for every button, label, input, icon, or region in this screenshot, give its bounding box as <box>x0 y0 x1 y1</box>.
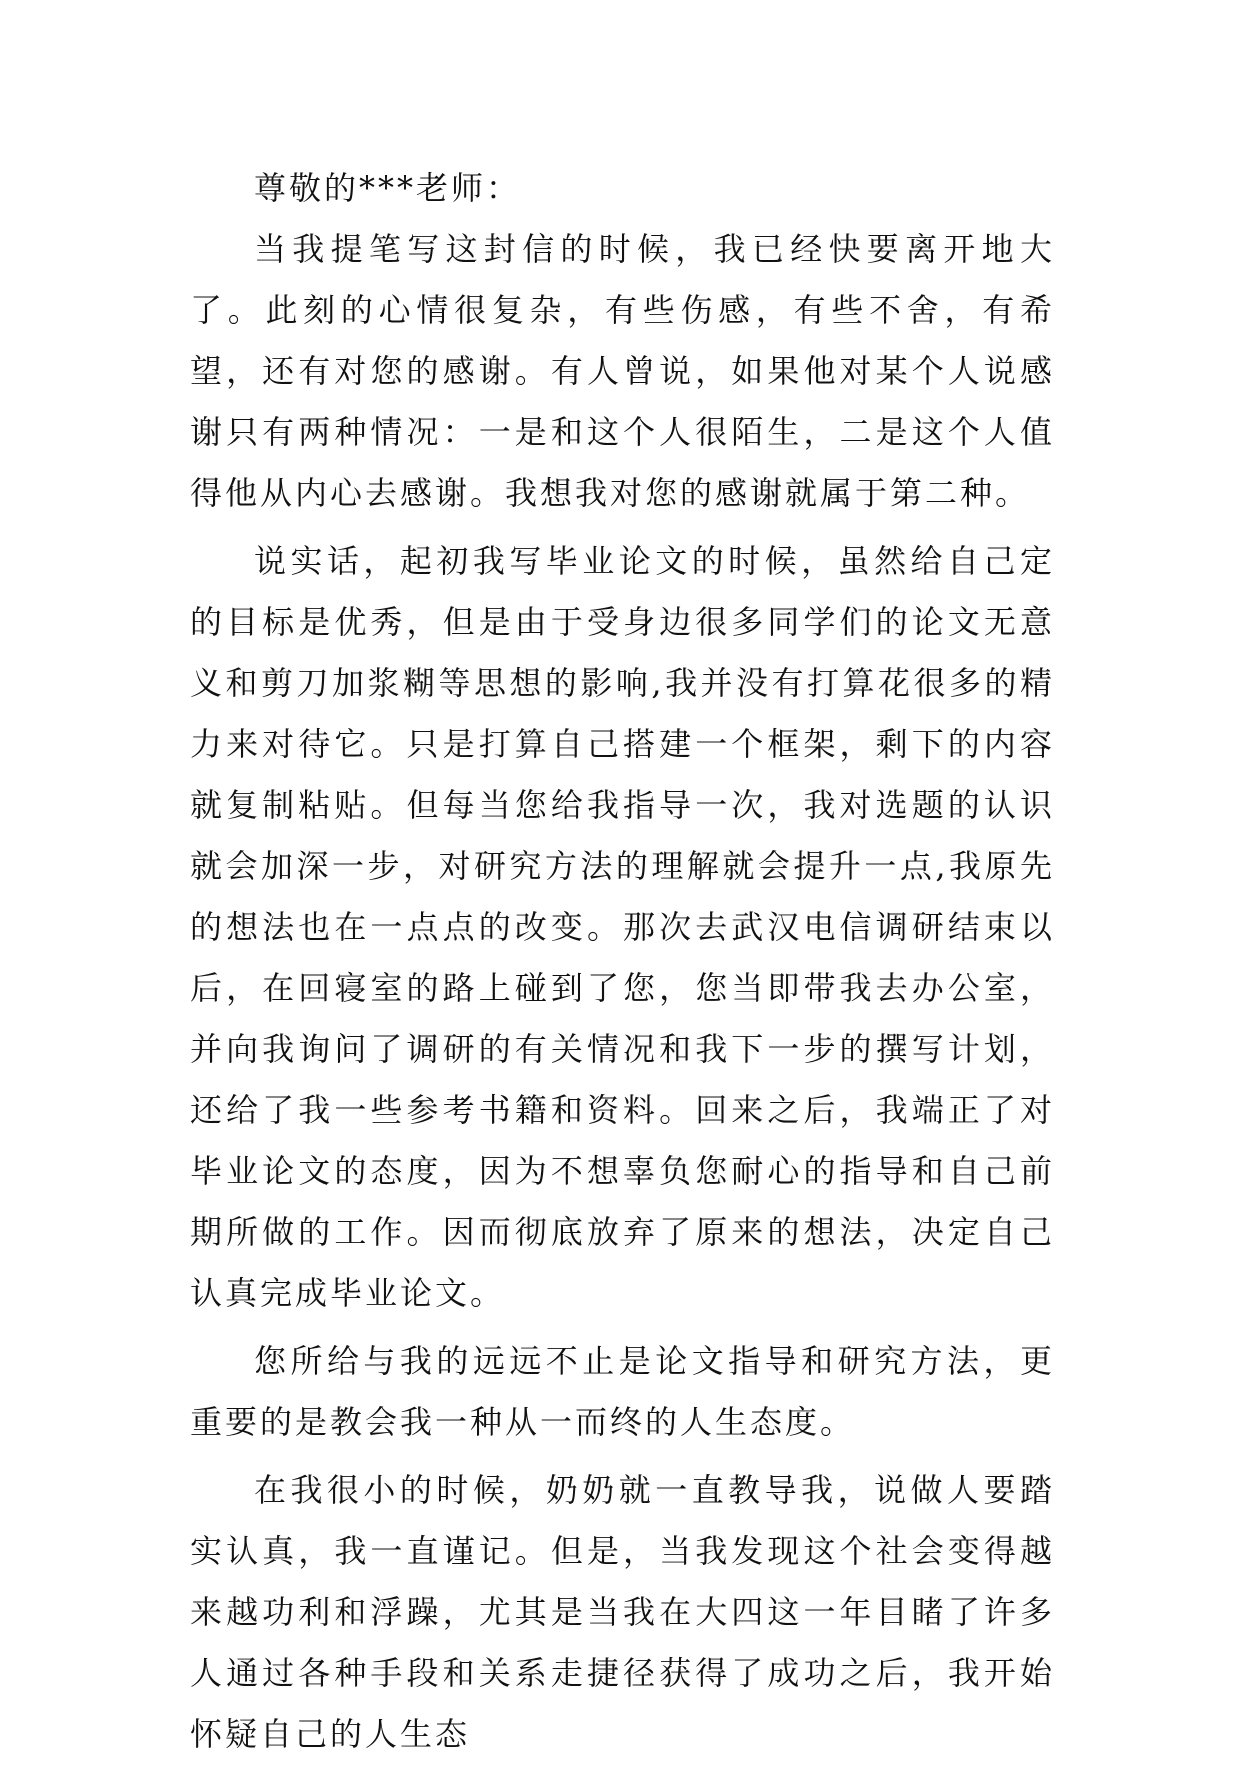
paragraph-1: 当我提笔写这封信的时候，我已经快要离开地大了。此刻的心情很复杂，有些伤感，有些不舍，有希望，还有对您的感谢。有人曾说，如果他对某个人说感谢只有两种情况：一是和这个人很陌生，二是这个人值得他从内心去感谢。我想我对您的感谢就属于第二种。 <box>190 230 1055 512</box>
letter-body <box>190 158 1055 1765</box>
paragraph-3: 您所给与我的远远不止是论文指导和研究方法，更重要的是教会我一种从一而终的人生态度。 <box>190 1342 1055 1441</box>
paragraph-4: 在我很小的时候，奶奶就一直教导我，说做人要踏实认真，我一直谨记。但是，当我发现这个社会变得越来越功利和浮躁，尤其是当我在大四这一年目睹了许多人通过各种手段和关系走捷径获得了成功之后，我开始怀疑自己的人生态 <box>190 1471 1055 1753</box>
paragraph-2: 说实话，起初我写毕业论文的时候，虽然给自己定的目标是优秀，但是由于受身边很多同学们的论文无意义和剪刀加浆糊等思想的影响,我并没有打算花很多的精力来对待它。只是打算自己搭建一个框架，剩下的内容就复制粘贴。但每当您给我指导一次，我对选题的认识就会加深一步，对研究方法的理解就会提升一点,我原先的想法也在一点点的改变。那次去武汉电信调研结束以后，在回寝室的路上碰到了您，您当即带我去办公室，并向我询问了调研的有关情况和我下一步的撰写计划，还给了我一些参考书籍和资料。回来之后，我端正了对毕业论文的态度，因为不想辜负您耐心的指导和自己前期所做的工作。因而彻底放弃了原来的想法，决定自己认真完成毕业论文。 <box>190 542 1055 1312</box>
salutation: 尊敬的***老师： <box>254 169 522 207</box>
